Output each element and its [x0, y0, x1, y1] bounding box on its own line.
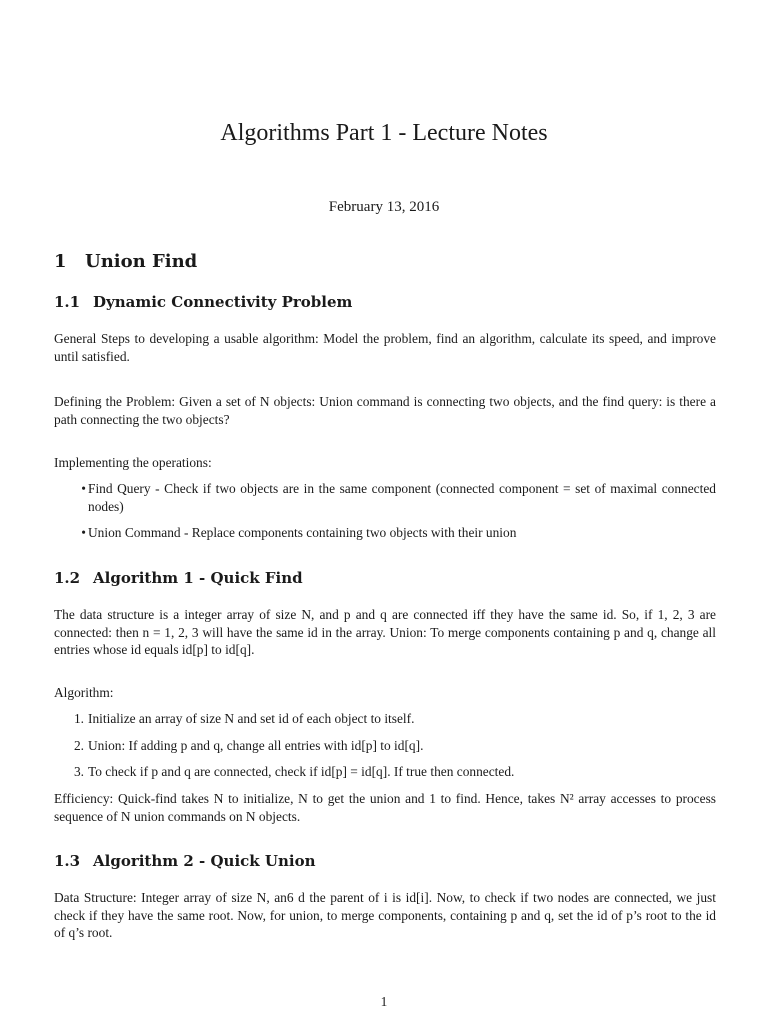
efficiency-paragraph: Efficiency: Quick-find takes N to initialize, N to get the union and 1 to find. Hence, takes N² array accesses to process sequence of N union commands on N objects.	[54, 791, 716, 824]
item-number: 3.	[73, 764, 84, 779]
bullet-text: Find Query - Check if two objects are in the same component (connected component = set of maximal connected nodes)	[88, 481, 716, 514]
item-number: 2.	[73, 738, 84, 753]
paragraph: The data structure is a integer array of size N, and p and q are connected iff they have the same id. So, if 1, 2, 3 are connected: then n = 1, 2, 3 will have the same id in the array. Union: To merge components containing p and q, change all entries whose id equals id[p] to id[q].	[54, 607, 716, 657]
paragraph: Algorithm:	[54, 685, 114, 700]
section-title: Union Find	[85, 251, 198, 272]
subsection-number: 1.1	[54, 293, 81, 311]
bullet-marker: •	[81, 481, 86, 496]
item-text: To check if p and q are connected, check if id[p] = id[q]. If true then connected.	[88, 764, 515, 779]
paragraph: Defining the Problem: Given a set of N objects: Union command is connecting two objects, and the find query: is there a path connecting the two objects?	[54, 394, 716, 427]
paragraph: General Steps to developing a usable algorithm: Model the problem, find an algorithm, calculate its speed, and improve until satisfied.	[54, 331, 716, 364]
section-number: 1	[54, 251, 67, 272]
item-text: Union: If adding p and q, change all entries with id[p] to id[q].	[88, 738, 424, 753]
document-date: February 13, 2016	[328, 199, 440, 215]
section-heading	[54, 251, 197, 272]
document-title: Algorithms Part 1 - Lecture Notes	[220, 120, 548, 147]
item-number: 1.	[73, 711, 84, 726]
page-number: 1	[380, 994, 388, 1009]
subsection-number: 1.2	[54, 569, 81, 587]
subsection-title: Dynamic Connectivity Problem	[93, 293, 353, 311]
bullet-item	[81, 480, 716, 515]
subsection-heading	[54, 293, 352, 311]
subsection-title: Algorithm 2 - Quick Union	[93, 852, 316, 870]
numbered-item	[73, 710, 716, 728]
subsection-heading	[54, 852, 315, 870]
paragraph: Data Structure: Integer array of size N, an6 d the parent of i is id[i]. Now, to check if two nodes are connected, we just check if they have the same root. Now, for union, to merge components, containing p and q, set the id of p’s root to the id of q’s root.	[54, 890, 716, 940]
subsection-number: 1.3	[54, 852, 81, 870]
subsection-heading	[54, 569, 303, 587]
numbered-item	[73, 763, 716, 781]
bullet-item	[81, 524, 716, 542]
item-text: Initialize an array of size N and set id of each object to itself.	[88, 711, 415, 726]
numbered-item	[73, 737, 716, 755]
paragraph: Implementing the operations:	[54, 455, 212, 470]
bullet-marker: •	[81, 525, 86, 540]
bullet-text: Union Command - Replace components containing two objects with their union	[88, 525, 517, 540]
subsection-title: Algorithm 1 - Quick Find	[93, 569, 303, 587]
